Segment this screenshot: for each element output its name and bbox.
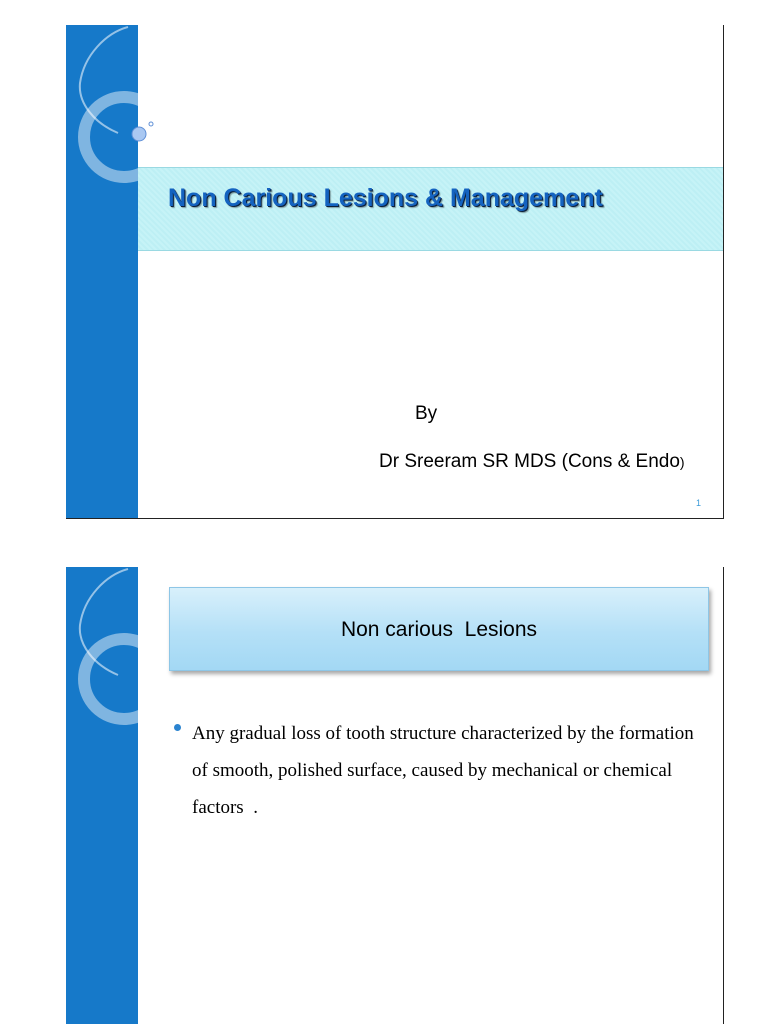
slide-2 <box>66 567 724 1024</box>
slide-1 <box>66 25 724 519</box>
bullet-icon <box>174 724 181 731</box>
decorative-bubble <box>132 127 146 141</box>
list-item <box>174 715 699 826</box>
title-band <box>138 167 723 251</box>
page-number: 1 <box>695 498 701 508</box>
bullet-text: Any gradual loss of tooth structure characterized by the formation of smooth, polished surface, caused by mechanical or chemical factors . <box>192 723 699 818</box>
by-label: By <box>415 403 438 424</box>
decorative-ring <box>84 639 164 719</box>
author-suffix: ) <box>679 454 685 470</box>
author-main: Dr Sreeram SR MDS (Cons & Endo <box>379 451 680 472</box>
slide-heading: Non carious Lesions <box>340 618 538 641</box>
heading-box <box>169 587 709 671</box>
decorative-ring <box>84 97 164 177</box>
bullet-list <box>174 715 699 826</box>
author-name <box>379 443 699 481</box>
decorative-small-circle <box>149 122 153 126</box>
slide-title: Non Carious Lesions & Management <box>168 184 603 212</box>
decorative-rings <box>66 567 176 747</box>
